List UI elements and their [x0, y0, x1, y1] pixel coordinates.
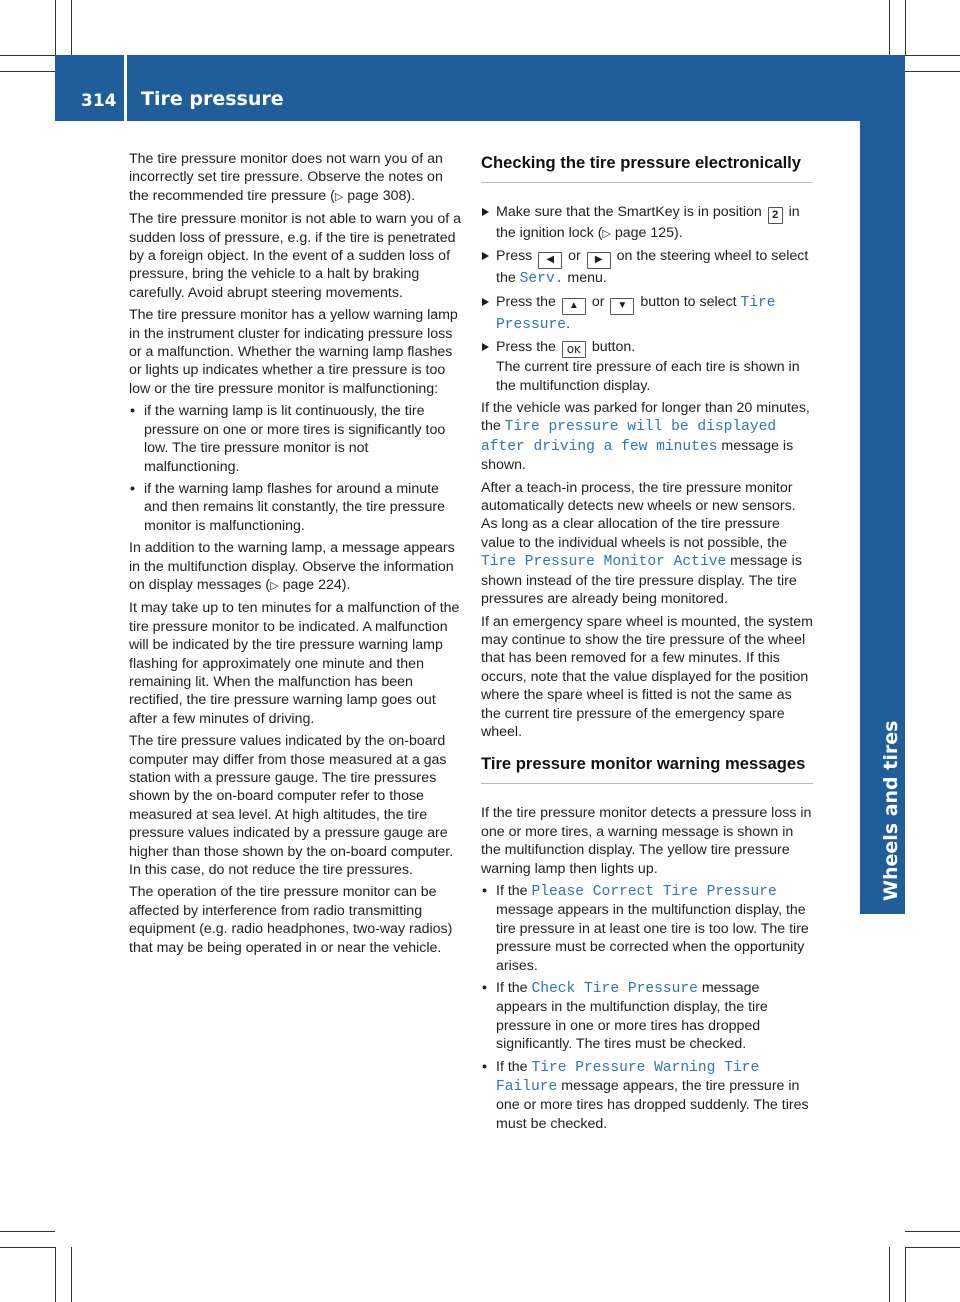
text-run: message is shown.	[481, 437, 794, 474]
crop-mark	[905, 0, 906, 55]
paragraph	[129, 599, 461, 728]
text-run: if the warning lamp flashes for around a minute and then remains lit constantly, the tire pressure monitor is malfunctioning.	[144, 480, 445, 534]
text-run: Press the	[496, 293, 560, 310]
text-run: or	[564, 248, 585, 265]
paragraph	[129, 539, 461, 595]
text-run: If the	[496, 882, 532, 899]
crop-mark	[905, 1247, 906, 1302]
text-run: If the tire pressure monitor detects a pressure loss in one or more tires, a warning message is shown in the multifunction display. The yellow tire pressure warning lamp then lights up.	[481, 805, 812, 877]
paragraph	[129, 732, 461, 879]
chapter-tab	[860, 121, 905, 914]
crop-mark	[905, 1247, 960, 1248]
bullet-item	[481, 979, 813, 1054]
instruction-step	[481, 338, 813, 395]
text-run: Press	[496, 248, 537, 265]
section-heading	[481, 753, 813, 784]
text-run: Tire pressure monitor warning messages	[481, 754, 806, 774]
text-run: The operation of the tire pressure monitor can be affected by interference from radio transmitting equipment (e.g. radio headphones, two-way radios) that may be being operated in or near the vehicle.	[129, 884, 453, 956]
paragraph	[481, 804, 813, 878]
display-message-text: Tire Pressure	[496, 294, 776, 333]
paragraph	[129, 150, 461, 206]
paragraph	[481, 479, 813, 609]
text-run: It may take up to ten minutes for a malfunction of the tire pressure monitor to be indicated. A malfunction will be indicated by the tire pressure warning lamp flashing for approximately one minute and then remaining lit. When the malfunction has been rectified, the tire pressure warning lamp goes out after a few minutes of driving.	[129, 600, 460, 727]
crop-mark	[71, 0, 72, 55]
text-run: After a teach-in process, the tire pressure monitor automatically detects new wheels or new sensors. As long as a clear allocation of the tire pressure value to the individual wheels is not possible, the	[481, 479, 796, 551]
text-run: The tire pressure monitor is not able to warn you of a sudden loss of pressure, e.g. if the tire is penetrated by a foreign object. In the event of a sudden loss of pressure, bring the vehicle to a halt by braking carefully. Avoid abrupt steering movements.	[129, 211, 461, 301]
text-run: menu.	[563, 270, 607, 287]
page-ref-icon: ▷	[270, 579, 279, 592]
text-run: The tire pressure monitor does not warn you of an incorrectly set tire pressure. Observe the notes on the recommended tire pressure (	[129, 151, 443, 204]
header-divider	[124, 55, 127, 121]
paragraph	[129, 883, 461, 957]
bullet-item	[481, 1058, 813, 1134]
text-run: if the warning lamp is lit continuously, the tire pressure on one or more tires is significantly too low. The tire pressure monitor is not malfunctioning.	[144, 403, 446, 475]
page-ref-icon: ▷	[334, 190, 344, 203]
crop-mark	[0, 55, 55, 56]
text-run: page 224).	[278, 576, 351, 593]
crop-mark	[71, 1247, 72, 1302]
display-message-text: Serv.	[519, 271, 564, 288]
bullet-item	[481, 882, 813, 975]
page-header	[55, 55, 905, 121]
crop-mark	[0, 1247, 55, 1248]
instruction-step	[481, 293, 813, 334]
bullet-item	[129, 480, 461, 535]
text-run: In addition to the warning lamp, a message appears in the multifunction display. Observe the information on display messages (	[129, 540, 455, 593]
button-symbol-icon: ▶	[587, 252, 611, 269]
button-symbol-icon: ◀	[538, 252, 562, 269]
bullet-item	[129, 402, 461, 476]
text-run: Press the	[496, 339, 560, 356]
crop-mark	[889, 1247, 890, 1302]
paragraph	[129, 210, 461, 302]
text-run: message appears in the multifunction display, the tire pressure in at least one tire is too low. The tire pressure must be corrected when the opportunity arises.	[496, 902, 809, 974]
button-symbol-icon: 2	[768, 207, 783, 224]
crop-mark	[0, 1231, 55, 1232]
crop-mark	[0, 71, 55, 72]
text-run: button to select	[636, 293, 741, 310]
left-column	[129, 150, 461, 961]
text-run: message appears, the tire pressure in one or more tires has dropped suddenly. The tires must be checked.	[496, 1078, 809, 1132]
crop-mark	[905, 55, 960, 56]
text-run: or	[587, 293, 609, 310]
display-message-text: Please Correct Tire Pressure	[531, 883, 777, 900]
text-run: The tire pressure values indicated by the on-board computer may differ from those measured at a gas station with a pressure gauge. The tire pressures shown by the on-board computer refer to those measured at sea level. At high altitudes, the tire pressure values indicated by a pressure gauge are higher than those shown by the on-board computer. In this case, do not reduce the tire pressures.	[129, 733, 454, 879]
paragraph	[481, 613, 813, 742]
crop-mark	[905, 71, 960, 72]
crop-mark	[55, 1247, 56, 1302]
text-run: The tire pressure monitor has a yellow warning lamp in the instrument cluster for indicating pressure loss or a malfunction. Whether the warning lamp flashes or lights up indicates whether a tire pressure is too low or the tire pressure monitor is malfunctioning:	[129, 307, 458, 397]
crop-mark	[905, 1231, 960, 1232]
instruction-step	[481, 247, 813, 288]
text-run: on the steering wheel to select the	[496, 248, 809, 287]
text-run: page 125).	[610, 225, 683, 241]
crop-mark	[55, 0, 56, 55]
text-run: Checking the tire pressure electronically	[481, 153, 802, 172]
paragraph	[129, 306, 461, 398]
text-run: page 308).	[343, 187, 416, 204]
display-message-text: Tire Pressure Warning Tire Failure	[496, 1059, 760, 1096]
chapter-label: Wheels and tires	[880, 720, 902, 901]
button-symbol-icon: ▼	[610, 298, 634, 315]
instruction-step	[481, 203, 813, 243]
text-run: message is shown instead of the tire pressure display. The tire pressures are already being monitored.	[481, 553, 802, 608]
text-run: .	[566, 315, 571, 332]
crop-mark	[889, 0, 890, 55]
section-heading	[481, 152, 813, 183]
page-ref-icon: ▷	[602, 228, 611, 240]
text-run: in the ignition lock (	[496, 204, 800, 241]
display-message-text: Tire Pressure Monitor Active	[481, 554, 727, 571]
button-symbol-icon: ▲	[562, 298, 586, 315]
button-symbol-icon: ᴏᴋ	[562, 341, 586, 358]
paragraph	[481, 399, 813, 475]
right-column	[481, 150, 813, 1137]
text-run: If the	[496, 980, 532, 996]
text-run: If the	[496, 1058, 532, 1075]
display-message-text: Tire pressure will be displayed after driving a few minutes	[481, 419, 777, 455]
section-title: Tire pressure	[141, 88, 284, 110]
text-run: button.	[587, 339, 636, 356]
text-run: message appears in the multifunction display, the tire pressure in one or more tires has dropped significantly. The tires must be checked.	[496, 980, 768, 1053]
step-result: The current tire pressure of each tire is shown in the multifunction display.	[496, 359, 800, 394]
text-run: If the vehicle was parked for longer than 20 minutes, the	[481, 400, 810, 435]
display-message-text: Check Tire Pressure	[531, 981, 698, 997]
page-number: 314	[81, 91, 117, 111]
text-run: If an emergency spare wheel is mounted, the system may continue to show the tire pressure of the wheel that has been removed for a few minutes. If this occurs, note that the value displayed for the position where the spare wheel is fitted is not the same as the current tire pressure of the emergency spare wheel.	[481, 613, 813, 740]
text-run: Make sure that the SmartKey is in position	[496, 204, 766, 220]
